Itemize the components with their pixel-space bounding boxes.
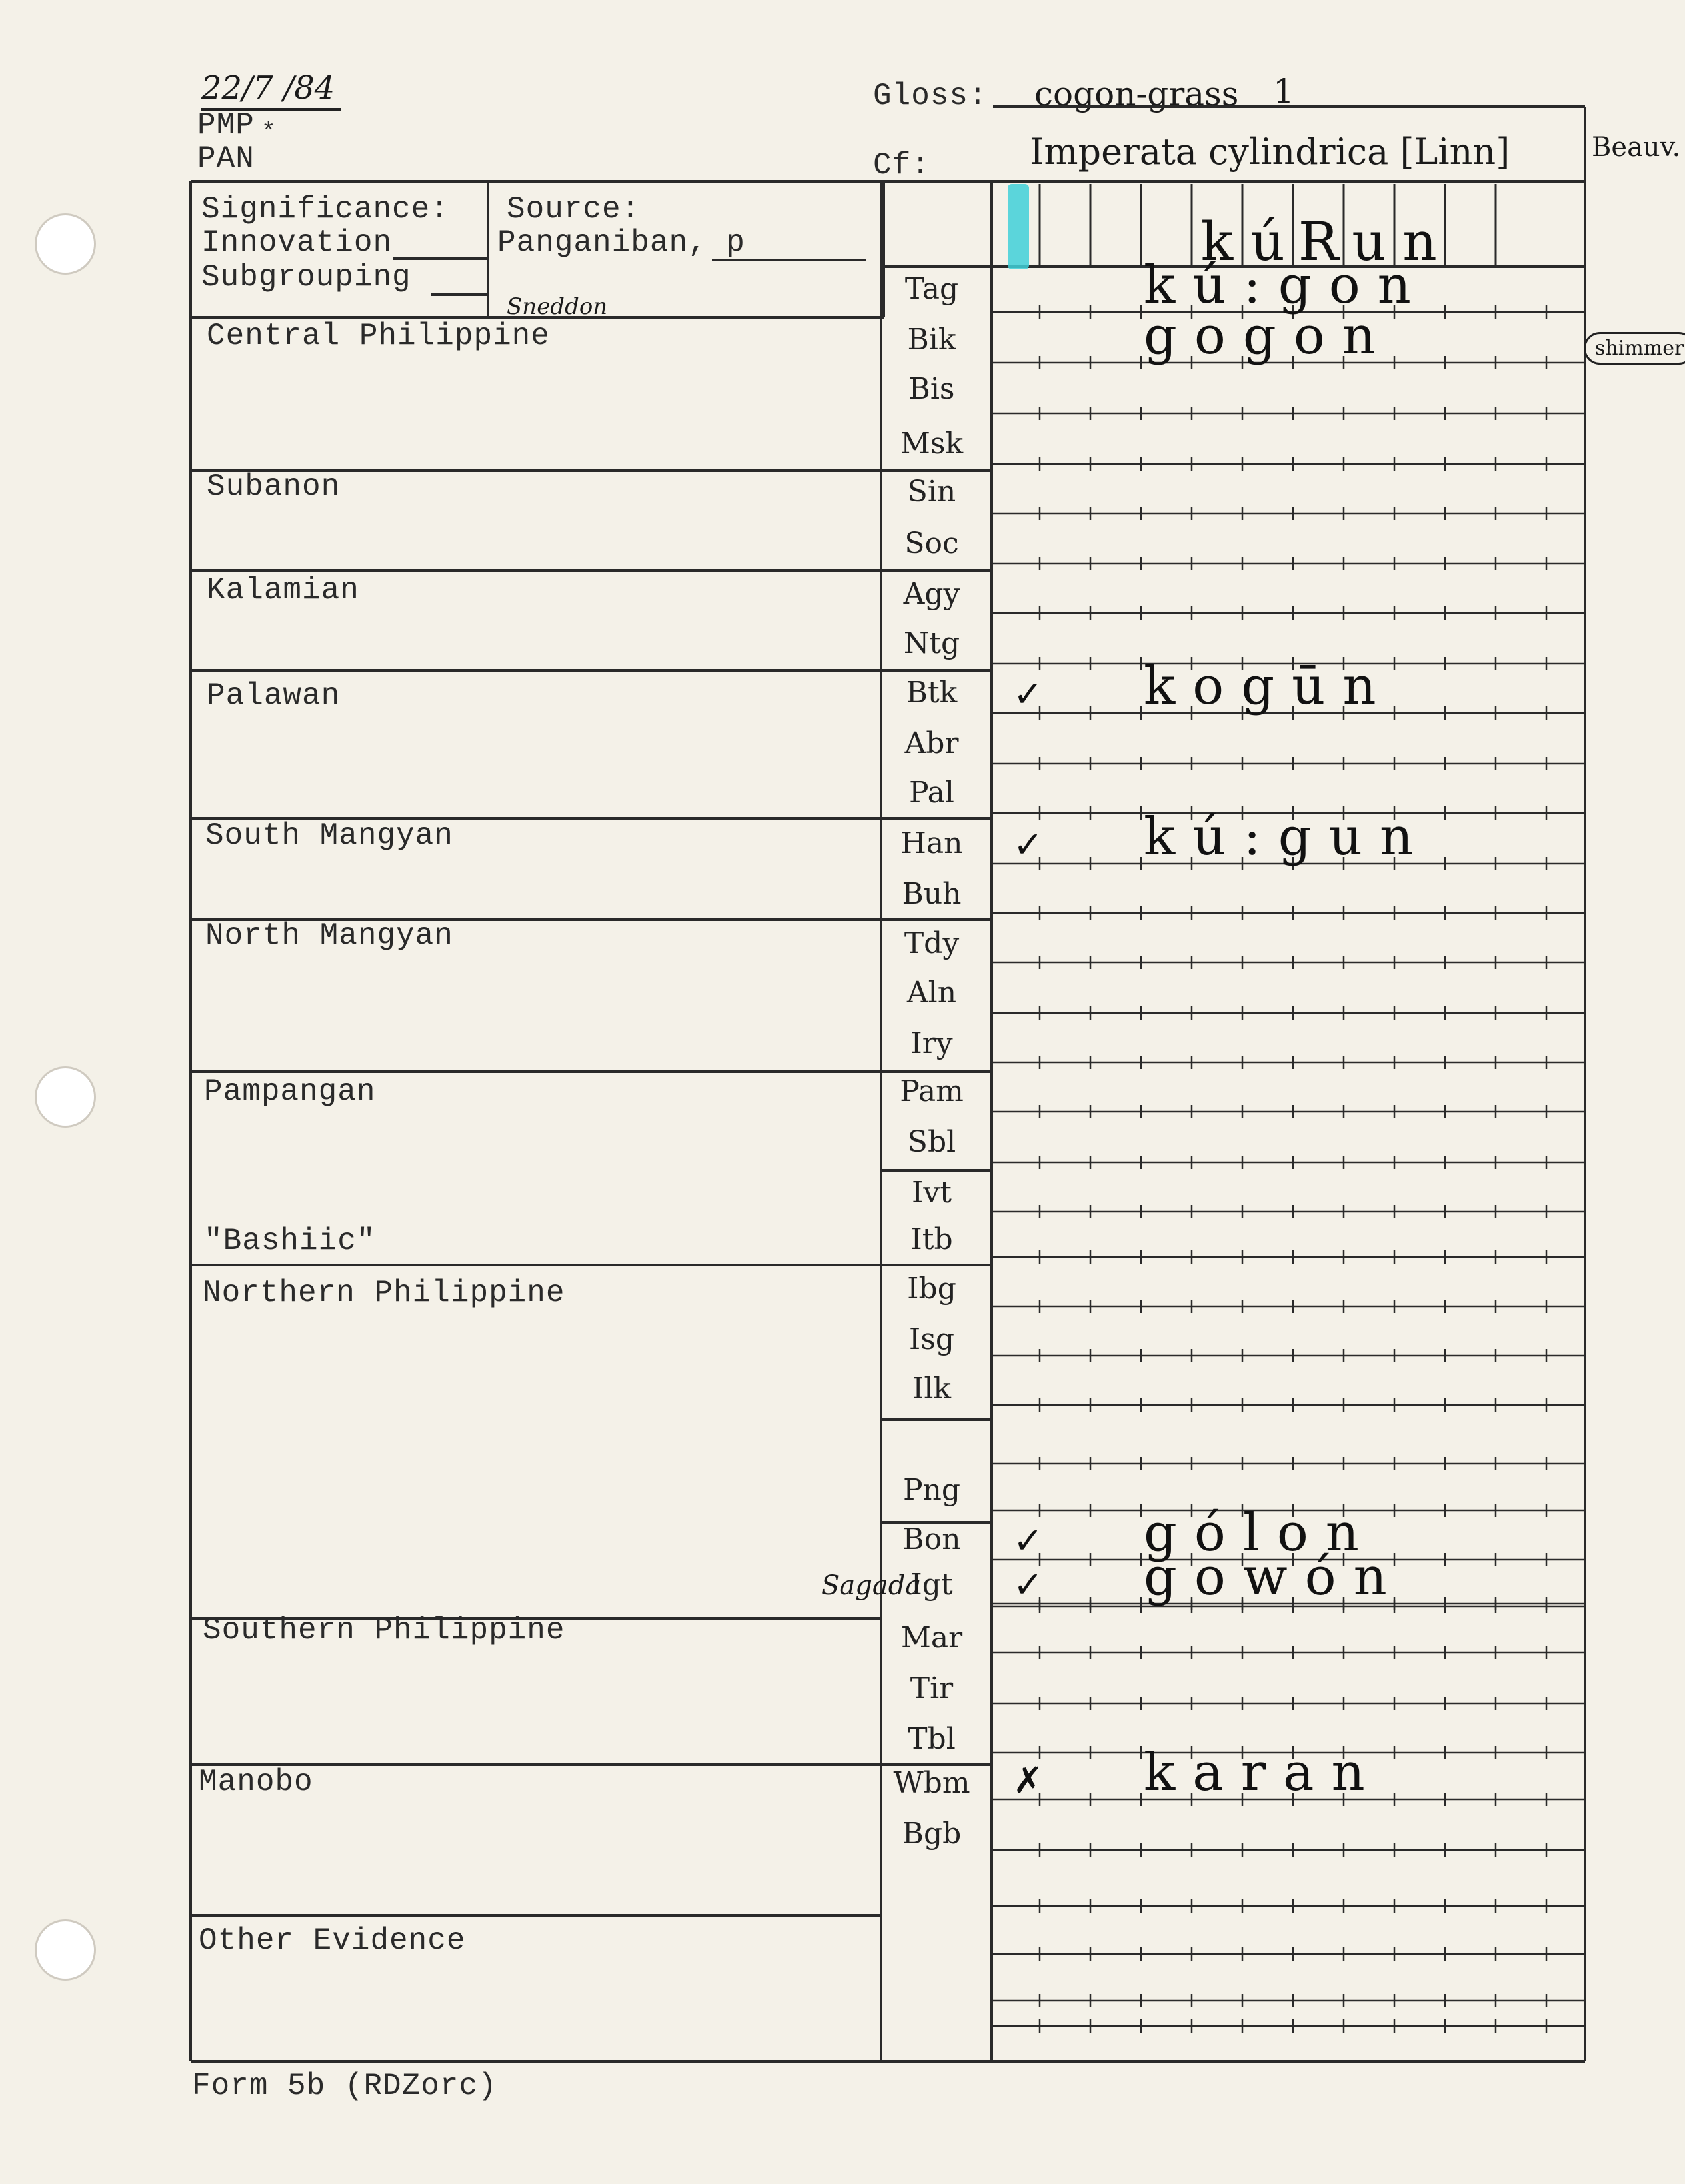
language-code-bgb: Bgb — [902, 1817, 962, 1851]
form-bik: gogon — [1144, 306, 1394, 366]
language-codes — [821, 272, 970, 1851]
gloss-number: 1 — [1273, 72, 1294, 111]
language-code-bis: Bis — [908, 372, 955, 406]
language-code-ivt: Ivt — [912, 1176, 952, 1210]
form-tag: kú:gon — [1144, 255, 1428, 315]
form-wbm: karan — [1144, 1743, 1382, 1803]
group-south-mangyan: South Mangyan — [205, 818, 453, 853]
highlight-mark — [1008, 184, 1029, 269]
language-code-tdy: Tdy — [904, 926, 960, 960]
language-code-ilk: Ilk — [912, 1372, 952, 1406]
language-code-bon: Bon — [902, 1522, 961, 1556]
recon-letter: R — [1298, 211, 1339, 273]
cf-value: Imperata cylindrica [Linn] — [1030, 131, 1510, 173]
language-code-png: Png — [902, 1473, 961, 1507]
form-footer: Form 5b (RDZorc) — [192, 2069, 497, 2103]
group-subanon: Subanon — [207, 469, 341, 504]
group-northern-philippine: Northern Philippine — [203, 1276, 565, 1310]
form-btk: kogūn — [1144, 656, 1394, 716]
language-code-soc: Soc — [904, 527, 959, 560]
language-code-buh: Buh — [902, 877, 962, 911]
group-kalamian: Kalamian — [207, 573, 359, 608]
group-palawan: Palawan — [207, 678, 341, 713]
bik-note: shimmer — [1584, 332, 1685, 365]
source-note: Sneddon — [507, 293, 608, 320]
language-code-igt: Igt — [910, 1568, 953, 1602]
language-code-aln: Aln — [906, 976, 957, 1010]
language-code-pam: Pam — [900, 1074, 964, 1108]
language-code-mar: Mar — [900, 1621, 963, 1655]
pmp-star: * — [261, 119, 277, 146]
language-code-ntg: Ntg — [903, 626, 960, 660]
language-code-wbm: Wbm — [893, 1766, 970, 1800]
group-southern-philippine: Southern Philippine — [203, 1613, 565, 1647]
check-mark: ✓ — [1013, 673, 1044, 715]
recon-letter: ú — [1250, 211, 1285, 273]
cf-author: Beauv. — [1592, 132, 1681, 163]
language-code-pal: Pal — [909, 776, 954, 810]
form-bon: gólon — [1144, 1503, 1377, 1563]
date: 22/7 /84 — [201, 69, 341, 111]
source-value: Panganiban, p — [497, 225, 745, 260]
recon-letter: k — [1200, 211, 1234, 273]
pan-label: PAN — [197, 141, 255, 176]
source-label: Source: — [507, 192, 641, 227]
language-code-itb: Itb — [910, 1222, 953, 1256]
language-code-iry: Iry — [910, 1026, 953, 1060]
subgrouping-label: Subgrouping — [201, 260, 411, 295]
check-mark: ✓ — [1013, 1520, 1044, 1562]
language-code-msk: Msk — [900, 427, 964, 461]
form-igt: gowón — [1144, 1547, 1404, 1607]
group-bashiic: "Bashiic" — [204, 1224, 376, 1258]
recon-letter: u — [1352, 211, 1386, 273]
group-north-mangyan: North Mangyan — [205, 918, 453, 953]
language-code-tbl: Tbl — [908, 1722, 956, 1756]
group-central-philippine: Central Philippine — [207, 319, 550, 353]
language-prefix: Sagada — [821, 1570, 922, 1601]
language-code-bik: Bik — [907, 323, 956, 357]
language-code-sbl: Sbl — [907, 1125, 956, 1159]
language-code-btk: Btk — [906, 676, 958, 710]
language-code-han: Han — [900, 826, 963, 860]
gloss-value: cogon-grass — [1034, 75, 1239, 113]
group-pampangan: Pampangan — [204, 1074, 376, 1109]
check-mark: ✓ — [1013, 824, 1044, 866]
language-code-tir: Tir — [910, 1671, 954, 1705]
language-code-tag: Tag — [904, 272, 959, 306]
check-mark: ✗ — [1013, 1759, 1044, 1801]
recon-letter: n — [1402, 211, 1437, 273]
group-other-evidence: Other Evidence — [199, 1923, 466, 1958]
language-code-isg: Isg — [908, 1322, 955, 1356]
cf-label: Cf: — [873, 148, 930, 183]
check-mark: ✓ — [1013, 1564, 1044, 1606]
language-forms — [1013, 255, 1430, 1803]
pmp-label: PMP — [197, 108, 255, 143]
language-code-sin: Sin — [907, 475, 956, 509]
language-code-abr: Abr — [904, 726, 959, 760]
gloss-label: Gloss: — [873, 79, 988, 113]
language-code-agy: Agy — [903, 577, 960, 611]
group-manobo: Manobo — [199, 1765, 313, 1799]
language-code-ibg: Ibg — [907, 1272, 956, 1306]
significance-label: Significance: — [201, 192, 449, 227]
innovation-label: Innovation — [201, 225, 393, 260]
form-han: kú:gun — [1144, 807, 1431, 867]
